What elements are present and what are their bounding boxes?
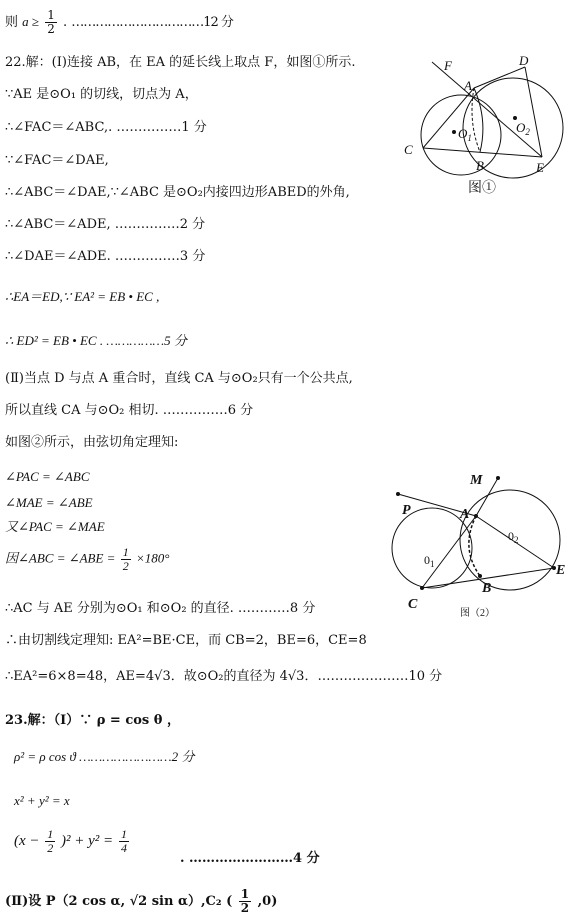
label-b: B [476, 158, 484, 173]
label-m: M [470, 473, 483, 488]
dot-o1 [452, 130, 456, 134]
line-de [525, 67, 542, 157]
line-20: ∴EA²=6×8=48，AE=4√3．故⊙O₂的直径为 4√3．…………………10 分 [5, 669, 443, 684]
line-17: 因∠ABC = ∠ABE = $\frac{1}{2}$ ×180° [5, 545, 170, 573]
math-a-ge: a ≥ [22, 14, 40, 29]
line-3: ∵AE 是⊙O₁ 的切线，切点为 A， [5, 87, 198, 102]
label-o2-fig2: $0_2$ [508, 529, 519, 545]
line-7: ∴∠ABC＝∠ADE, ……………2 分 [5, 217, 206, 232]
line-22b: ρ² = ρ cos ϑ ……………………2 分 [14, 749, 195, 764]
line-23b: x² + y² = x [14, 793, 70, 808]
line-18: ∴AC 与 AE 分别为⊙O₁ 和⊙O₂ 的直径. …………8 分 [5, 601, 316, 616]
label-c-fig2: C [408, 597, 418, 612]
fraction-quarter: $\frac{1}{4}$ [120, 827, 127, 855]
label-d: D [519, 53, 529, 68]
label-b-fig2: B [482, 581, 492, 596]
line-15: ∠MAE = ∠ABE [5, 495, 93, 510]
line-1: 则 a ≥ $\frac{1}{2}$ . ……………………………12 分 [5, 8, 233, 36]
line-8: ∴∠DAE＝∠ADE. ……………3 分 [5, 249, 206, 264]
label-o1-fig2: $0_1$ [424, 553, 435, 569]
dot-b [478, 574, 482, 578]
line-4: ∴∠FAC＝∠ABC,. ……………1 分 [5, 120, 207, 135]
line-5: ∵∠FAC＝∠DAE, [5, 153, 109, 168]
fraction-half-2: $\frac{1}{2}$ [122, 545, 129, 573]
line-16: 又∠PAC = ∠MAE [5, 519, 105, 534]
line-14: ∠PAC = ∠ABC [5, 469, 90, 484]
label-o1: $O_1$ [458, 126, 472, 143]
line-9: ∴EA＝ED,∵ EA² = EB • EC , [5, 289, 160, 304]
figure-1-caption: 图① [468, 181, 496, 196]
dot-c [420, 586, 424, 590]
text-ze: 则 [5, 15, 19, 30]
label-a-fig2: A [460, 507, 470, 522]
line-10: ∴ ED² = EB • EC . ……………5 分 [5, 333, 187, 348]
figure-2 [390, 468, 580, 620]
line-23-intro: 23.解：（Ⅰ）∵ ρ = cos θ ， [5, 713, 180, 728]
line-19: ∴由切割线定理知: EA²=BE·CE，而 CB=2，BE=6，CE=8 [5, 633, 367, 648]
label-c: C [404, 142, 413, 157]
fraction-half: $\frac{1}{2}$ [47, 8, 55, 36]
label-p: P [402, 503, 411, 518]
score-12: ……………………………12 分 [71, 15, 233, 30]
label-a: A [464, 78, 472, 93]
line-ca-fig2 [422, 516, 476, 588]
label-o2: $O_2$ [516, 120, 530, 137]
dot-p [396, 492, 400, 496]
line-11: (Ⅱ)当点 D 与点 A 重合时，直线 CA 与⊙O₂只有一个公共点, [5, 371, 353, 386]
label-e-fig2: E [556, 563, 566, 578]
dot-m [496, 476, 500, 480]
line-ad [474, 67, 525, 88]
chord-ab-fig2 [469, 516, 480, 576]
score-4: . ……………………4 分 [180, 851, 320, 866]
line-24: (x − $\frac{1}{2}$ )² + y² = $\frac{1}{4}$ [14, 827, 127, 855]
line-fae [432, 62, 542, 157]
figure-1 [398, 50, 580, 200]
label-f: F [444, 58, 452, 73]
line-22-intro: 22.解：(Ⅰ)连接 AB，在 EA 的延长线上取点 F，如图①所示. [5, 55, 356, 70]
figure-2-caption: 图（2） [460, 608, 495, 619]
line-ce [423, 148, 542, 157]
dot-a [474, 514, 478, 518]
label-e: E [536, 160, 544, 175]
line-6: ∴∠ABC＝∠DAE,∵∠ABC 是⊙O₂内接四边形ABED的外角, [5, 185, 350, 200]
line-12: 所以直线 CA 与⊙O₂ 相切. ……………6 分 [5, 403, 254, 418]
line-13: 如图②所示，由弦切角定理知: [5, 435, 179, 450]
line-25: (Ⅱ)设 P（2 cos α, √2 sin α）,C₂ ( $\frac{1}{2}$ ,0) [5, 887, 278, 915]
